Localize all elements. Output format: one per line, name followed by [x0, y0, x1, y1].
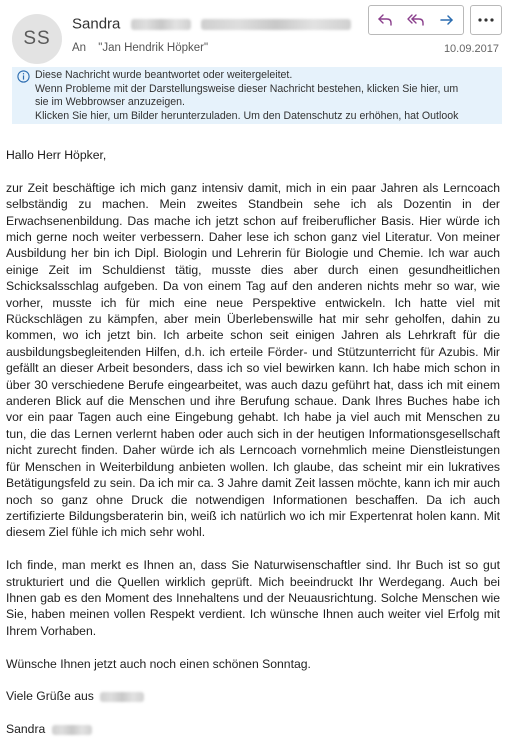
recipient-label: An — [72, 42, 87, 54]
info-bar[interactable] — [12, 67, 502, 124]
info-line-webbrowser[interactable]: sie im Webbrowser anzuzeigen. — [35, 96, 185, 109]
recipient-line — [72, 42, 208, 54]
reply-all-icon — [407, 13, 425, 27]
body-paragraph-3: Wünsche Ihnen jetzt auch noch einen schönen Sonntag. — [6, 656, 311, 671]
reply-button[interactable] — [369, 6, 400, 34]
sender-name: Sandra — [72, 15, 121, 33]
message-header — [0, 0, 509, 66]
reply-actions — [368, 5, 464, 35]
closing-line — [6, 688, 500, 704]
body-paragraph-1: zur Zeit beschäftige ich mich ganz intensiv damit, mich in ein paar Jahren als Lerncoach selbständig zu machen. Mein zweites Standbein sehe ich als Dozentin in der Erwachsenenbildung. Das mache ich jetzt schon auf freiberuflicher Basis. Hier würde ich mich gerne noch weiter verbessern. Daher lese ich schon ganz viel Literatur. Von meiner Ausbildung her bin ich Dipl. Biologin und Lehrerin für Biologie und Chemie. Ich war auch einige Zeit im Schuldienst tätig, musste dies aber durch einen gesundheitlichen Schicksalsschlag aufgeben. Da von einem Tag auf den anderen nichts mehr so war, wie vorher, musste ich für mich eine neue Perspektive entwickeln. Ich hatte viel mit Rückschlägen zu kämpfen, aber mein Überlebenswille hat mir sehr geholfen, dahin zu kommen, wo ich jetzt bin. Ich arbeite schon seit einigen Jahren als Lehrkraft für die ausbildungsbegleitenden Hilfen, d.h. ich erteile Förder- und Stützunterricht für Azubis. Mir gefällt an dieser Arbeit besonders, dass ich so viel bewirken kann. Ich habe mich schon in über 30 verschiedene Berufe eingearbeitet, was auch dazu geführt hat, dass ich mit einem anderen Blick auf die Menschen und ihre Berufung schaue. Dank Ihres Buches habe ich vor ein paar Tagen auch eine Eingebung gehabt. Ich habe ja viel auch mit Menschen zu tun, die das Lernen verlernt haben oder auch sich in der heutigen Informationsgesellschaft nicht zurecht finden. Daher würde ich als Lerncoach vornehmlich meine Dienstleistungen für Menschen in Weiterbildung anbieten wollen. Ich glaube, das scheint mir ein lukratives Betätigungsfeld zu sein. Da ich mir ca. 3 Jahre damit Zeit lassen möchte, kann ich mir auch noch so ganz ohne Druck die notwendigen Informationen beschaffen. Da ich auch zertifizierte Bildungsberaterin bin, weiß ich natürlich wo ich mir Expertenrat holen kann. Mit diesem Ziel fühle ich mich sehr wohl. — [6, 180, 500, 540]
closing-text: Viele Grüße aus — [6, 689, 94, 704]
avatar: SS — [12, 14, 62, 64]
info-line-replied: Diese Nachricht wurde beantwortet oder weitergeleitet. — [35, 69, 293, 81]
signature-name: Sandra — [6, 722, 46, 737]
redacted-sender-email — [201, 19, 351, 30]
reply-icon — [377, 13, 393, 27]
forward-icon — [439, 13, 455, 27]
reply-all-button[interactable] — [400, 6, 431, 34]
forward-button[interactable] — [432, 6, 463, 34]
signature — [6, 721, 500, 737]
body-paragraph-2: Ich finde, man merkt es Ihnen an, dass Sie Naturwisenschaftler sind. Ihr Buch ist so gut strukturiert und die Quellen wirklich geprüft. Mich beeindruckt Ihr Werdegang. Auch bei Ihnen gab es den Moment des Innehaltens und der Neuausrichtung. Solche Menschen wie Sie, haben meinen vollen Respekt verdient. Ich wünsche Ihnen auch weiter viel Erfolg mit Ihrem Vorhaben. — [6, 558, 500, 638]
more-icon — [478, 18, 494, 22]
redacted-signature-surname — [52, 725, 92, 735]
sender[interactable] — [72, 15, 351, 33]
message-date: 10.09.2017 — [443, 43, 499, 55]
info-line-download-images[interactable]: Klicken Sie hier, um Bilder herunterzuladen. Um den Datenschutz zu erhöhen, hat Outlook — [35, 110, 459, 123]
more-actions-button[interactable] — [470, 5, 502, 35]
recipient-name[interactable]: "Jan Hendrik Höpker" — [98, 42, 209, 54]
redacted-location — [100, 692, 144, 702]
info-icon — [17, 70, 30, 83]
message-body — [6, 147, 500, 738]
redacted-sender-surname — [131, 19, 191, 30]
greeting: Hallo Herr Höpker, — [6, 148, 107, 162]
info-line-display-problems[interactable]: Wenn Probleme mit der Darstellungsweise dieser Nachricht bestehen, klicken Sie hier, um — [35, 82, 459, 95]
